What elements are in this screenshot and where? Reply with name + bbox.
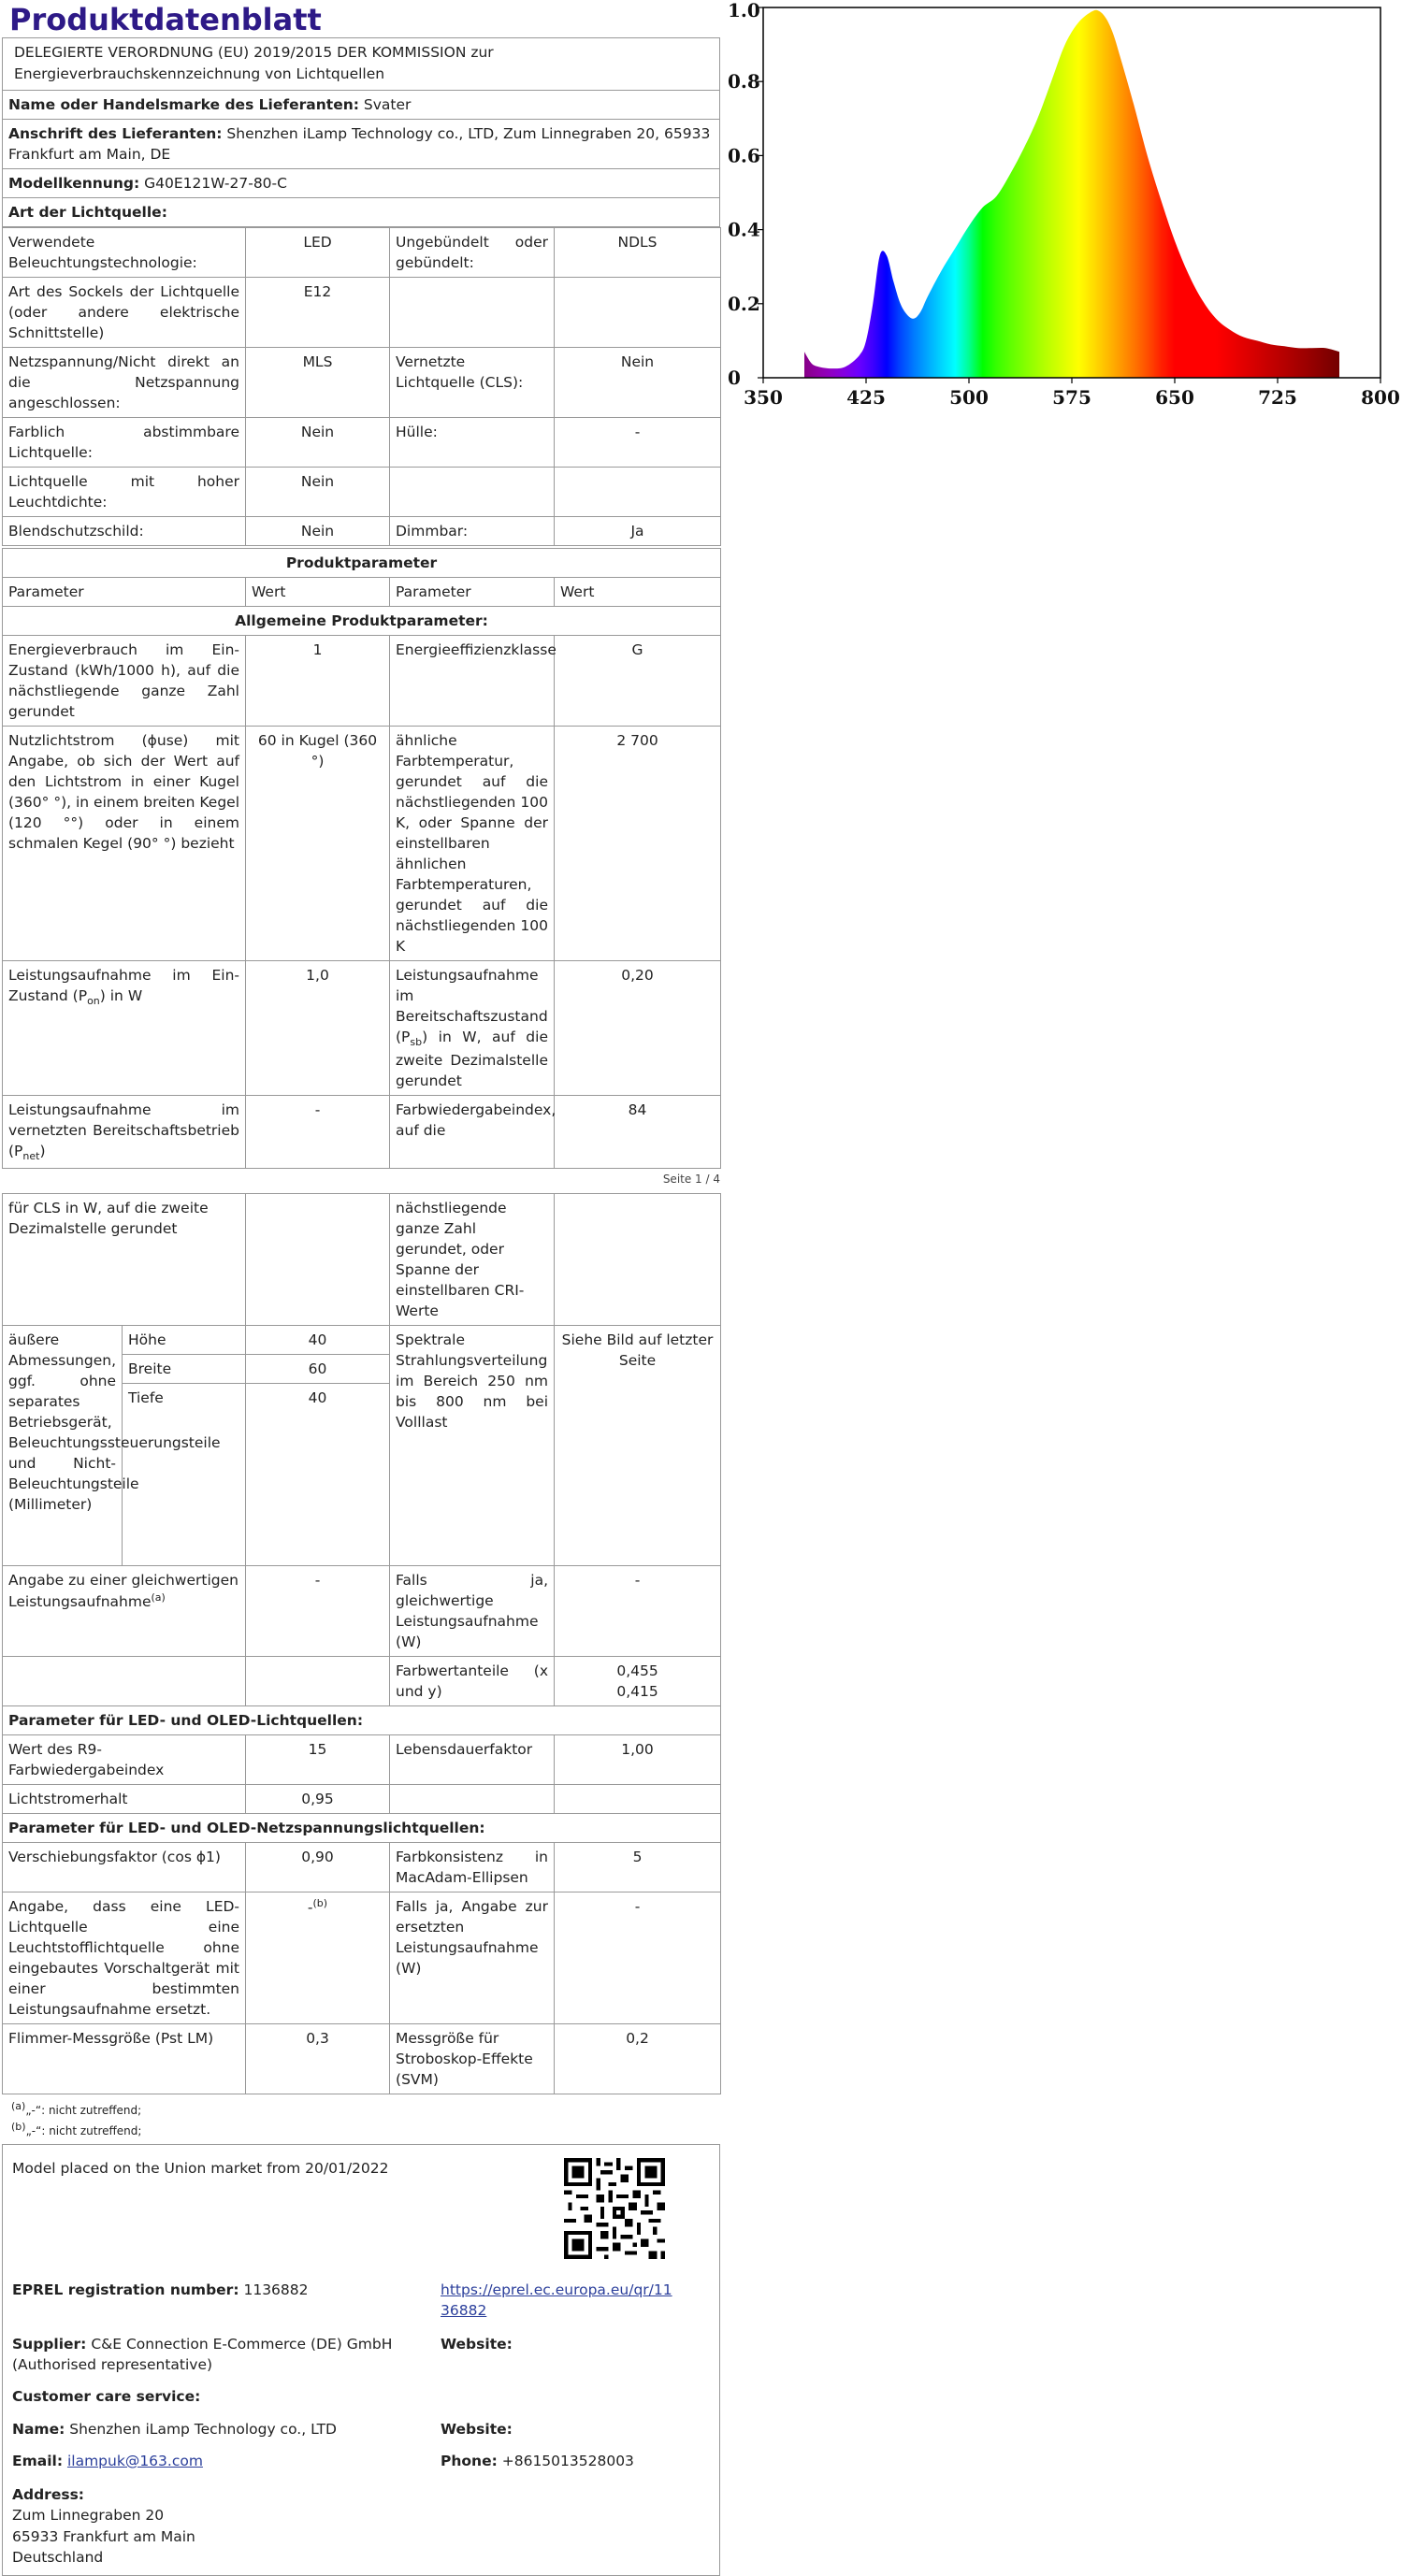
- depth-label: Tiefe: [123, 1383, 246, 1565]
- mains-params-heading: Parameter für LED- und OLED-Netzspannungslichtquellen:: [3, 1813, 721, 1842]
- spec-label: Farblich abstimmbare Lichtquelle:: [3, 418, 246, 468]
- label-text: ) in W, auf die zweite Dezimalstelle gerundet: [396, 1029, 548, 1090]
- param-value: 5: [555, 1842, 721, 1892]
- regulation-subtitle: DELEGIERTE VERORDNUNG (EU) 2019/2015 DER KOMMISSION zur Energieverbrauchskennzeichnung von Lichtquellen: [3, 38, 720, 91]
- footnote-ref: (b): [312, 1896, 328, 1909]
- page-title: Produktdatenblatt: [9, 2, 322, 37]
- param-label: Falls ja, Angabe zur ersetzten Leistungsaufnahme (W): [390, 1892, 555, 2023]
- website-label-2: Website:: [441, 2420, 513, 2438]
- param-label: Farbkonsistenz in MacAdam-Ellipsen: [390, 1842, 555, 1892]
- table-header-row: [3, 578, 721, 607]
- footnote-a: [11, 2098, 720, 2120]
- x-tick-label: 650: [1155, 386, 1194, 409]
- param-label: Falls ja, gleichwertige Leistungsaufnahme (W): [390, 1565, 555, 1656]
- label-text: Leistungsaufnahme im Bereitschaftszustand (P: [396, 967, 548, 1046]
- table-row: [3, 418, 721, 468]
- param-label: Nutzlichtstrom (ϕuse) mit Angabe, ob sich der Wert auf den Lichtstrom in einer Kugel (360° °), in einem breiten Kegel (120 °°) oder in einem schmalen Kegel (90° °) bezieht: [3, 727, 246, 961]
- table-row: [3, 636, 721, 727]
- product-params-heading: Produktparameter: [3, 549, 721, 578]
- footnote-text: „-“: nicht zutreffend;: [25, 2124, 142, 2138]
- value-text: -: [307, 1898, 313, 1916]
- spec-value: Nein: [246, 418, 390, 468]
- col-value: Wert: [246, 578, 390, 607]
- param-label: Energieverbrauch im Ein-Zustand (kWh/1000 h), auf die nächstliegende ganze Zahl gerundet: [3, 636, 246, 727]
- y-tick-label: 0.6: [728, 144, 760, 167]
- x-tick-label: 575: [1052, 386, 1091, 409]
- col-param: Parameter: [3, 578, 246, 607]
- table-row: [3, 1842, 721, 1892]
- supplier-value: C&E Connection E-Commerce (DE) GmbH (Authorised representative): [12, 2335, 393, 2374]
- footnote-ref: (a): [151, 1590, 166, 1604]
- param-label: Verschiebungsfaktor (cos ϕ1): [3, 1842, 246, 1892]
- led-params-heading: Parameter für LED- und OLED-Lichtquellen:: [3, 1705, 721, 1734]
- table-row: [3, 1734, 721, 1784]
- name-label: Name:: [12, 2420, 65, 2438]
- spec-value: Nein: [246, 517, 390, 546]
- param-label: Angabe, dass eine LED-Lichtquelle eine Leuchtstofflichtquelle ohne eingebautes Vorschaltgerät mit einer bestimmten Leistungsaufnahme ersetzt.: [3, 1892, 246, 2023]
- footnote-marker: (a): [11, 2099, 26, 2112]
- spectrum-chart: [726, 0, 1402, 411]
- spec-label: Verwendete Beleuchtungstechnologie:: [3, 228, 246, 278]
- param-value: 0,3: [246, 2023, 390, 2094]
- dimensions-label: äußere Abmessungen, ggf. ohne separates Betriebsgerät, Beleuchtungssteuerungsteile und Nicht-Beleuchtungsteile (Millimeter): [3, 1325, 123, 1565]
- model-row: [3, 169, 720, 198]
- email-link[interactable]: ilampuk@163.com: [66, 2452, 203, 2469]
- spec-label: Netzspannung/Nicht direkt an die Netzspannung angeschlossen:: [3, 348, 246, 418]
- model-label: Modellkennung:: [8, 175, 140, 193]
- model-value: G40E121W-27-80-C: [144, 175, 287, 193]
- param-value: 0,2: [555, 2023, 721, 2094]
- phone-value: +8615013528003: [501, 2452, 634, 2469]
- spec-value: E12: [246, 278, 390, 348]
- subscript: sb: [410, 1036, 423, 1049]
- spec-label: [390, 278, 555, 348]
- page-number: Seite 1 / 4: [662, 1172, 720, 1186]
- params-table-continued: [2, 1193, 721, 2094]
- spec-value: NDLS: [555, 228, 721, 278]
- spec-value: Nein: [555, 348, 721, 418]
- spd-value: Siehe Bild auf letzter Seite: [555, 1325, 721, 1565]
- spec-label: Blendschutzschild:: [3, 517, 246, 546]
- spec-label: Vernetzte Lichtquelle (CLS):: [390, 348, 555, 418]
- x-tick-label: 500: [949, 386, 989, 409]
- col-value: Wert: [555, 578, 721, 607]
- address-line: 65933 Frankfurt am Main: [12, 2527, 195, 2545]
- x-tick-label: 425: [846, 386, 886, 409]
- eprel-link[interactable]: [441, 2280, 672, 2322]
- height-label: Höhe: [123, 1325, 246, 1354]
- table-row: [3, 2023, 721, 2094]
- spd-label: Spektrale Strahlungsverteilung im Bereich 250 nm bis 800 nm bei Volllast: [390, 1325, 555, 1565]
- table-row: [3, 468, 721, 517]
- general-params-heading: Allgemeine Produktparameter:: [3, 607, 721, 636]
- address-line: Deutschland: [12, 2549, 104, 2567]
- address-label: Address:: [12, 2485, 84, 2503]
- spectrum-area: [804, 10, 1339, 378]
- table-row: [3, 1656, 721, 1705]
- footnote-b: [11, 2119, 720, 2140]
- param-label: Wert des R9-Farbwiedergabeindex: [3, 1734, 246, 1784]
- table-row: [3, 1325, 721, 1354]
- x-tick-label: 350: [744, 386, 783, 409]
- label-text: Angabe zu einer gleichwertigen Leistungsaufnahme: [8, 1571, 238, 1610]
- footnotes: [2, 2098, 720, 2140]
- spec-value: MLS: [246, 348, 390, 418]
- phone-label: Phone:: [441, 2452, 498, 2469]
- params-table: [2, 548, 721, 1168]
- spec-label: Art des Sockels der Lichtquelle (oder andere elektrische Schnittstelle): [3, 278, 246, 348]
- spec-table: [2, 227, 721, 546]
- param-value: 2 700: [555, 727, 721, 961]
- param-label: ähnliche Farbtemperatur, gerundet auf die nächstliegenden 100 K, oder Spanne der einstellbaren ähnlichen Farbtemperaturen, gerundet auf die nächstliegenden 100 K: [390, 727, 555, 961]
- table-row: [3, 1193, 721, 1325]
- param-value: G: [555, 636, 721, 727]
- supplier-name-row: [3, 91, 720, 120]
- footnote-marker: (b): [11, 2121, 26, 2134]
- y-axis: [728, 0, 763, 389]
- subscript: net: [22, 1150, 40, 1163]
- table-row: [3, 727, 721, 961]
- spec-label: Ungebündelt oder gebündelt:: [390, 228, 555, 278]
- param-label: [3, 961, 246, 1096]
- table-row: [3, 1096, 721, 1169]
- param-value: 60 in Kugel (360 °): [246, 727, 390, 961]
- param-value: 1: [246, 636, 390, 727]
- email-label: Email:: [12, 2452, 64, 2469]
- y-value: 0,415: [616, 1682, 658, 1700]
- width-label: Breite: [123, 1354, 246, 1383]
- name-value: Shenzhen iLamp Technology co., LTD: [69, 2420, 337, 2438]
- x-tick-label: 800: [1361, 386, 1400, 409]
- depth-value: 40: [246, 1383, 390, 1565]
- spec-label: Dimmbar:: [390, 517, 555, 546]
- care-name-row: [12, 2419, 337, 2439]
- param-label: für CLS in W, auf die zweite Dezimalstelle gerundet: [3, 1193, 246, 1325]
- col-param: Parameter: [390, 578, 555, 607]
- header-table: [2, 37, 720, 227]
- param-value: 0,95: [246, 1784, 390, 1813]
- param-value: -: [246, 1565, 390, 1656]
- table-row: [3, 1784, 721, 1813]
- eprel-row: [12, 2280, 309, 2300]
- supplier-address-value: Shenzhen iLamp Technology co., LTD, Zum Linnegraben 20, 65933 Frankfurt am Main, DE: [8, 125, 711, 164]
- table-row: [3, 278, 721, 348]
- x-value: 0,455: [616, 1662, 658, 1679]
- param-value: -: [555, 1892, 721, 2023]
- param-value: [246, 1892, 390, 2023]
- table-row: [3, 228, 721, 278]
- param-label: Farbwertanteile (x und y): [390, 1656, 555, 1705]
- email-row: [12, 2451, 203, 2471]
- param-label: [390, 961, 555, 1096]
- param-value: 1,0: [246, 961, 390, 1096]
- market-placement: Model placed on the Union market from 20/01/2022: [12, 2159, 389, 2177]
- datasheet: [2, 0, 720, 2576]
- x-tick-label: 725: [1258, 386, 1297, 409]
- y-tick-label: 0: [728, 367, 741, 389]
- param-label: Messgröße für Stroboskop-Effekte (SVM): [390, 2023, 555, 2094]
- spec-value: -: [555, 418, 721, 468]
- param-value: 0,20: [555, 961, 721, 1096]
- param-label: Lebensdauerfaktor: [390, 1734, 555, 1784]
- param-value: 84: [555, 1096, 721, 1169]
- spec-value: Ja: [555, 517, 721, 546]
- eprel-label: EPREL registration number:: [12, 2281, 239, 2298]
- spec-label: [390, 468, 555, 517]
- param-value: -: [555, 1565, 721, 1656]
- supplier-name-label: Name oder Handelsmarke des Lieferanten:: [8, 96, 359, 114]
- spec-value: Nein: [246, 468, 390, 517]
- param-label: [3, 1565, 246, 1656]
- y-tick-label: 0.4: [728, 218, 760, 241]
- eprel-footer: [2, 2144, 720, 2576]
- label-text: Leistungsaufnahme im vernetzten Bereitschaftsbetrieb (P: [8, 1101, 239, 1160]
- param-label: Farbwiedergabeindex, auf die: [390, 1096, 555, 1169]
- eprel-link-line[interactable]: https://eprel.ec.europa.eu/qr/11: [441, 2281, 672, 2298]
- table-row: [3, 1892, 721, 2023]
- spec-value: LED: [246, 228, 390, 278]
- param-value: 0,90: [246, 1842, 390, 1892]
- table-row: [3, 517, 721, 546]
- table-row: [3, 348, 721, 418]
- y-tick-label: 0.8: [728, 70, 760, 94]
- param-value: 1,00: [555, 1734, 721, 1784]
- supplier-row: [12, 2334, 424, 2376]
- website-label: Website:: [441, 2335, 513, 2353]
- lightsource-type-heading: Art der Lichtquelle:: [3, 198, 720, 227]
- supplier-label: Supplier:: [12, 2335, 87, 2353]
- param-label: [3, 1096, 246, 1169]
- qr-code-icon[interactable]: [564, 2158, 665, 2259]
- param-value: 15: [246, 1734, 390, 1784]
- spec-label: Lichtquelle mit hoher Leuchtdichte:: [3, 468, 246, 517]
- customer-care-label: Customer care service:: [12, 2387, 201, 2405]
- param-label: Energieeffizienzklasse: [390, 636, 555, 727]
- supplier-address-label: Anschrift des Lieferanten:: [8, 125, 223, 143]
- table-row: [3, 1565, 721, 1656]
- eprel-value: 1136882: [243, 2281, 309, 2298]
- label-text: Leistungsaufnahme im Ein-Zustand (P: [8, 967, 239, 1005]
- address-block: [12, 2484, 195, 2569]
- table-row: [3, 961, 721, 1096]
- y-tick-label: 1.0: [728, 0, 760, 22]
- width-value: 60: [246, 1354, 390, 1383]
- param-value: [246, 1193, 390, 1325]
- height-value: 40: [246, 1325, 390, 1354]
- eprel-link-line[interactable]: 36882: [441, 2302, 487, 2320]
- param-label: nächstliegende ganze Zahl gerundet, oder Spanne der einstellbaren CRI-Werte: [390, 1193, 555, 1325]
- supplier-name-value: Svater: [363, 96, 412, 114]
- param-value: [555, 1193, 721, 1325]
- page-break: [2, 1169, 720, 1193]
- param-value: -: [246, 1096, 390, 1169]
- label-text: ): [39, 1143, 46, 1160]
- subscript: on: [87, 995, 100, 1008]
- spectrum-area-layer: [804, 10, 1339, 378]
- address-line: Zum Linnegraben 20: [12, 2507, 165, 2525]
- supplier-address-row: [3, 120, 720, 169]
- phone-row: [441, 2451, 634, 2471]
- spec-value: [555, 468, 721, 517]
- param-label: Lichtstromerhalt: [3, 1784, 246, 1813]
- y-tick-label: 0.2: [728, 292, 760, 315]
- footnote-text: „-“: nicht zutreffend;: [25, 2103, 142, 2117]
- spec-value: [555, 278, 721, 348]
- param-label: Flimmer-Messgröße (Pst LM): [3, 2023, 246, 2094]
- label-text: ) in W: [99, 987, 143, 1005]
- x-axis: [744, 378, 1400, 409]
- param-value: [555, 1656, 721, 1705]
- spec-label: Hülle:: [390, 418, 555, 468]
